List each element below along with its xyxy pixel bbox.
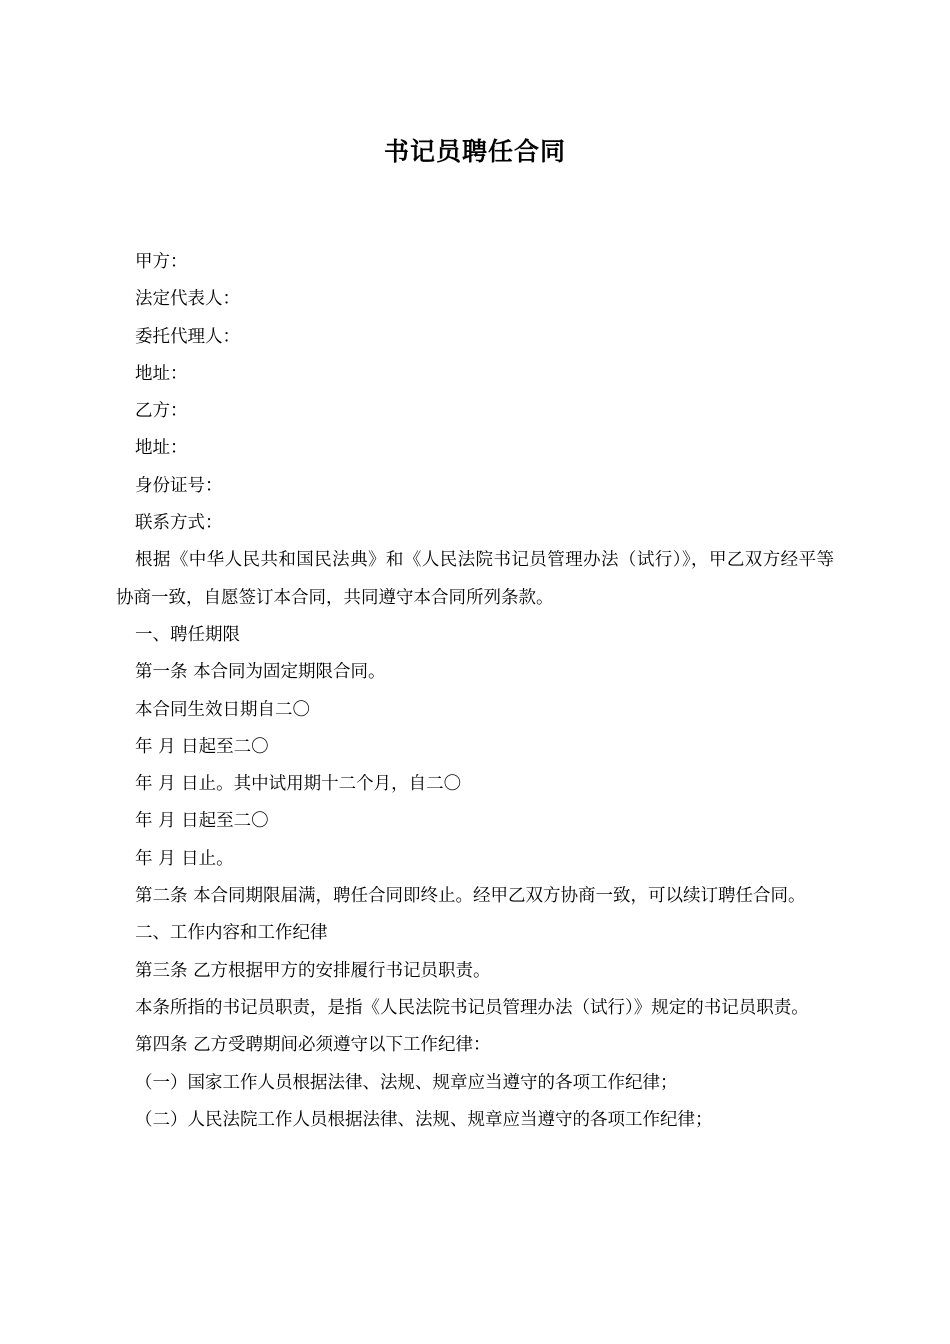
party-a-field: 甲方： bbox=[135, 252, 188, 272]
article-3: 第三条 乙方根据甲方的安排履行书记员职责。 bbox=[135, 960, 491, 981]
id-number-field: 身份证号： bbox=[135, 475, 223, 496]
article-1: 第一条 本合同为固定期限合同。 bbox=[135, 662, 386, 683]
discipline-item-2: （二）人民法院工作人员根据法律、法规、规章应当遵守的各项工作纪律； bbox=[135, 1109, 713, 1130]
party-b-field: 乙方： bbox=[135, 401, 188, 422]
preamble-paragraph: 根据《中华人民共和国民法典》和《人民法院书记员管理办法（试行）》，甲乙双方经平等协商一致，自愿签订本合同，共同遵守本合同所列条款。 bbox=[116, 550, 834, 608]
article-2: 第二条 本合同期限届满，聘任合同即终止。经甲乙双方协商一致，可以续订聘任合同。 bbox=[135, 886, 806, 907]
agent-field: 委托代理人： bbox=[135, 326, 240, 347]
article-3-detail: 本条所指的书记员职责，是指《人民法院书记员管理办法（试行）》规定的书记员职责。 bbox=[135, 997, 809, 1018]
party-b-address-field: 地址： bbox=[135, 438, 188, 459]
date-line-5: 年 月 日止。 bbox=[135, 848, 234, 869]
party-a-address-field: 地址： bbox=[135, 363, 188, 384]
document-title: 书记员聘任合同 bbox=[383, 137, 566, 166]
section-heading-duties: 二、工作内容和工作纪律 bbox=[135, 923, 328, 944]
date-line-2: 年 月 日起至二〇 bbox=[135, 736, 269, 757]
contact-field: 联系方式： bbox=[135, 513, 223, 534]
section-heading-term: 一、聘任期限 bbox=[135, 624, 240, 645]
date-line-4: 年 月 日起至二〇 bbox=[135, 811, 269, 832]
discipline-item-1: （一）国家工作人员根据法律、法规、规章应当遵守的各项工作纪律； bbox=[135, 1072, 678, 1093]
document-body bbox=[116, 244, 834, 1139]
date-line-3: 年 月 日止。其中试用期十二个月，自二〇 bbox=[135, 774, 462, 795]
article-4: 第四条 乙方受聘期间必须遵守以下工作纪律： bbox=[135, 1035, 491, 1056]
legal-representative-field: 法定代表人： bbox=[135, 289, 240, 310]
effective-date-line: 本合同生效日期自二〇 bbox=[135, 699, 310, 720]
